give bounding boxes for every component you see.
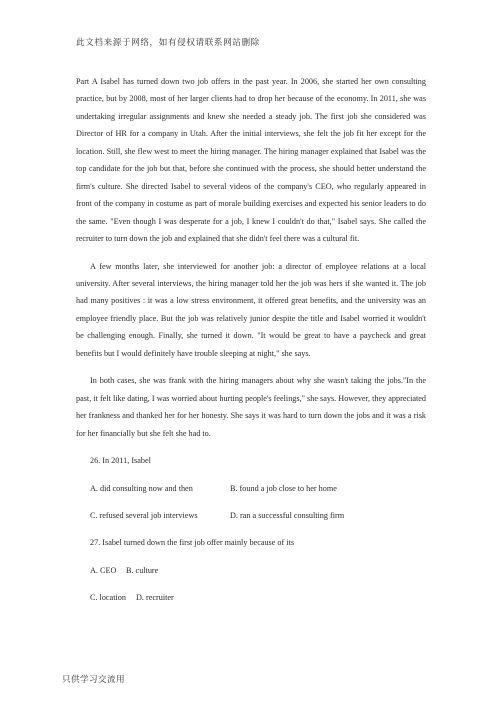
question-26-option-a: A. did consulting now and then <box>90 483 193 493</box>
question-27-options-row-2 <box>76 589 426 606</box>
question-27-option-d: D. recruiter <box>136 593 174 603</box>
question-27-option-a: A. CEO <box>90 565 117 575</box>
question-27-options-row-1 <box>76 562 426 579</box>
question-26-option-d: D. ran a successful consulting firm <box>230 510 345 520</box>
passage-paragraph-1: Part A Isabel has turned down two job offers in the past year. In 2006, she started her own consulting practice, but by 2008, most of her larger clients had to drop her because of the economy. In 2011, she was undertaking irregular assignments and knew she needed a steady job. The first job she considered was Director of HR for a company in Utah. After the initial interviews, she felt the job fit her except for the location. Still, she flew west to meet the hiring manager. The hiring manager explained that Isabel was the top candidate for the job but that, before she continued with the process, she should better understand the firm's culture. She directed Isabel to several videos of the company's CEO, who regularly appeared in front of the company in costume as part of morale building exercises and expected his senior leaders to do the same. "Even though I was desperate for a job, I knew I couldn't do that," Isabel says. She called the recruiter to turn down the job and explained that she didn't feel there was a cultural fit. <box>76 77 426 244</box>
question-26-option-b: B. found a job close to her home <box>230 483 337 493</box>
question-26-options-row-2 <box>76 507 426 524</box>
question-26-stem: 26. In 2011, Isabel <box>90 456 151 466</box>
question-26-option-c: C. refused several job interviews <box>90 510 198 520</box>
question-27-stem: 27. Isabel turned down the first job offer mainly because of its <box>90 538 295 548</box>
passage-paragraph-3: In both cases, she was frank with the hiring managers about why she wasn't taking the jobs."In the past, it felt like dating, I was worried about hurting people's feelings," she says. However, they appreciated her frankness and thanked her for her honesty. She says it was hard to turn down the jobs and it was a risk for her financially but she felt she had to. <box>76 376 426 438</box>
header-disclaimer: 此文档来源于网络，如有侵权请联系网站删除 <box>76 37 260 47</box>
question-27-option-c: C. location <box>90 593 126 603</box>
question-26-options-row-1 <box>76 480 426 497</box>
footer-disclaimer: 只供学习交流用 <box>62 674 125 684</box>
document-body <box>76 73 426 607</box>
passage-paragraph-2: A few months later, she interviewed for another job: a director of employee relations at a local university. After several interviews, the hiring manager told her the job was hers if she wanted it. The job had many positives : it was a low stress environment, it offered great benefits, and the university was an employee friendly place. But the job was relatively junior despite the title and Isabel worried it wouldn't be challenging enough. Finally, she turned it down. "It would be great to have a paycheck and great benefits but I would definitely have trouble sleeping at night," she says. <box>76 261 426 358</box>
question-27-option-b: B. culture <box>126 565 159 575</box>
